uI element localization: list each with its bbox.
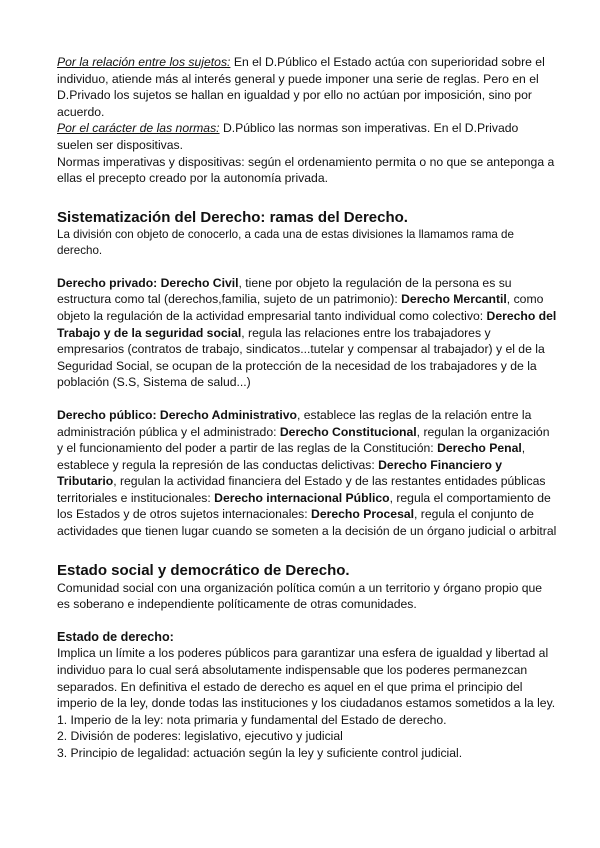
paragraph-division: La división con objeto de conocerlo, a cada una de estas divisiones la llamamos rama de derecho. [57,227,514,257]
text-relacion-sujetos: En el D.Público el Estado actúa con superioridad sobre el individuo, atiende más al interés general y puede imponer una serie de reglas. Pero en el D.Privado los sujetos se hallan en igualdad y por ello no actúan por imposición, sino por acuerdo. [57,55,545,119]
term-derecho-constitucional: Derecho Constitucional [279,424,417,439]
paragraph-relacion-sujetos [57,54,557,120]
heading-sistematizacion: Sistematización del Derecho: ramas del Derecho. [57,208,408,226]
principles-list [57,712,557,762]
text-mercantil: , como objeto la regulación de la actividad empresarial tanto individual como colectivo: [57,292,544,323]
text-trabajo: , regula las relaciones entre los trabajadores y empresarios (contratos de trabajo, sindicatos...tutelar y compensar al trabajador) y el de la Seguridad Social, se ocupan de la protección de la necesidad de los trabajadores y de la población (S.S, Sistema de salud...) [57,325,545,390]
term-derecho-trabajo: Derecho del Trabajo y de la seguridad social [57,308,557,340]
text-administrativo: , establece las reglas de la relación entre la administración pública y el administrado: [57,407,532,439]
list-item: 3. Principio de legalidad: actuación según la ley y suficiente control judicial. [57,746,463,760]
term-derecho-civil: Derecho privado: Derecho Civil [57,275,239,290]
document-page [57,54,557,762]
paragraph-caracter-normas [57,120,557,153]
paragraph-derecho-publico [57,407,557,540]
text-financiero: , regulan la actividad financiera del Estado y de las restantes entidades públicas territoriales e institucionales: [57,474,546,505]
term-derecho-administrativo: Derecho público: Derecho Administrativo [57,407,297,422]
text-caracter-normas: D.Público las normas son imperativas. En el D.Privado suelen ser dispositivas. [57,121,519,152]
term-derecho-internacional: Derecho internacional Público [214,490,390,505]
label-caracter-normas: Por el carácter de las normas: [57,121,220,136]
heading-estado-social: Estado social y democrático de Derecho. [57,561,350,579]
term-derecho-procesal: Derecho Procesal [311,507,415,522]
term-derecho-financiero: Derecho Financiero y Tributario [57,457,503,489]
heading-estado-derecho: Estado de derecho: [57,629,174,644]
term-derecho-mercantil: Derecho Mercantil [401,292,507,307]
text-internacional: , regula el comportamiento de los Estados y de otros sujetos internacionales: [57,490,551,522]
label-relacion-sujetos: Por la relación entre los sujetos: [57,55,231,69]
text-procesal: , regula el conjunto de actividades que tienen lugar cuando se someten a la decisión de un órgano judicial o arbitral [57,507,557,539]
text-civil: , tiene por objeto la regulación de la persona es su estructura como tal (derechos,familia, sujeto de un patrimonio): [57,275,512,307]
text-constitucional: , regulan la organización y el funcionamiento del poder a partir de las reglas de la Constitución: [57,424,550,456]
paragraph-derecho-privado [57,275,557,391]
paragraph-estado-derecho: Implica un límite a los poderes públicos para garantizar una esfera de igualdad y libertad al individuo para lo cual será absolutamente indispensable que los poderes permanezcan separados. En definitiva el estado de derecho es aquel en el que prima el principio del imperio de la ley, donde todas las instituciones y los ciudadanos estamos sometidos a la ley. [57,646,556,711]
text-penal: , establece y regula la represión de las conductas delictivas: [57,441,526,472]
paragraph-normas-imperativas: Normas imperativas y dispositivas: según el ordenamiento permita o no que se anteponga a ellas el precepto creado por la autonomía privada. [57,154,555,186]
term-derecho-penal: Derecho Penal [437,441,522,456]
list-item: 1. Imperio de la ley: nota primaria y fundamental del Estado de derecho. [57,712,447,727]
paragraph-comunidad-social: Comunidad social con una organización política común a un territorio y órgano propio que es soberano e independiente políticamente de otras comunidades. [57,580,543,612]
list-item: 2. División de poderes: legislativo, ejecutivo y judicial [57,729,343,744]
